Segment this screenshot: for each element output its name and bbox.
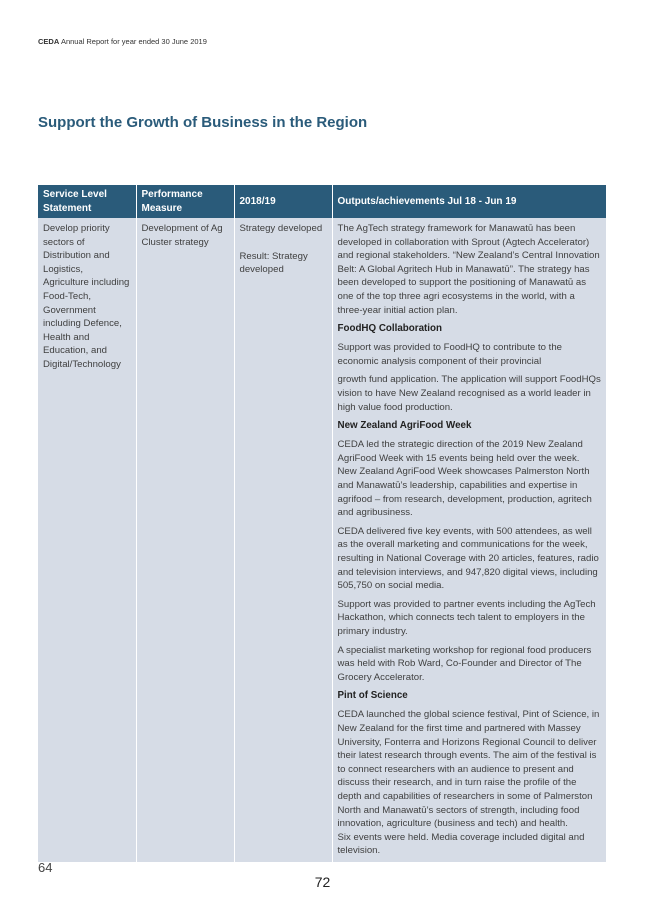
outputs-paragraph: growth fund application. The application will support FoodHQs vision to have New Zealand recognised as a world leader in high value food production.	[337, 374, 601, 413]
table-row	[38, 218, 606, 862]
outputs-paragraph: A specialist marketing workshop for regional food producers was held with Rob Ward, Co-Founder and Director of The Grocery Accelerator.	[337, 644, 592, 683]
cell-service-level	[38, 218, 136, 862]
column-header-outputs: Outputs/achievements Jul 18 - Jun 19	[332, 185, 606, 218]
outputs-subheading: Pint of Science	[337, 690, 408, 702]
page-number-center: 72	[314, 874, 331, 890]
status-text: Strategy developed	[239, 223, 323, 234]
cell-year-status	[234, 218, 332, 862]
cell-outputs	[332, 218, 606, 862]
outputs-subheading: New Zealand AgriFood Week	[337, 420, 472, 432]
outputs-paragraph: Six events were held. Media coverage included digital and television.	[337, 831, 585, 857]
outputs-subheading: FoodHQ Collaboration	[337, 323, 442, 335]
table-header-row	[38, 185, 606, 218]
outputs-paragraph: Support was provided to FoodHQ to contribute to the economic analysis component of their provincial	[337, 342, 563, 367]
outputs-paragraph: The AgTech strategy framework for Manawatū has been developed in collaboration with Sprout (Agtech Accelerator) and regional stakeholders. “New Zealand’s Central Innovation Belt: A Global Agritech Hub in Manawatū”. The strategy has been developed to support the positioning of Manawatū as one of the top three agri ecosystems in the world, with a three-year initial action plan.	[337, 223, 600, 316]
performance-measure-text: Development of Ag Cluster strategy	[141, 223, 223, 248]
outputs-paragraph: CEDA led the strategic direction of the 2019 New Zealand AgriFood Week with 15 events being held over the week. New Zealand AgriFood Week showcases Palmerston North and Manawatū’s leadership, capabilities and expertise in agrifood – from research, development, production, agritech and agribusiness.	[337, 439, 592, 519]
service-level-text: Develop priority sectors of Distribution and Logistics, Agriculture including Food-Tech, Government including Defence, Health and Education, and Digital/Technology	[43, 223, 130, 371]
page-title: Support the Growth of Business in the Region	[38, 114, 368, 131]
outputs-paragraph: CEDA launched the global science festival, Pint of Science, in New Zealand for the first time and partnered with Massey University, Fonterra and Horizons Regional Council to deliver their latest research through events. The aim of the festival is to connect researchers with an audience to present and discuss their research, and in turn raise the profile of the depth and capabilities of researchers in some of Palmerston North and Manawatū’s sectors of strength, including food innovation, agriculture (business and tech) and health.	[337, 709, 600, 830]
page-number-left: 64	[38, 860, 53, 875]
performance-table	[38, 185, 606, 862]
column-header-performance-measure: Performance Measure	[136, 185, 234, 218]
cell-performance-measure	[136, 218, 234, 862]
running-header	[38, 37, 207, 46]
outputs-paragraph: CEDA delivered five key events, with 500 attendees, as well as the overall marketing and communications for the week, resulting in National Coverage with 20 articles, features, radio and television interviews, and 947,820 digital views, including 505,750 on social media.	[337, 525, 599, 592]
header-org: CEDA	[38, 37, 60, 46]
header-subtitle: Annual Report for year ended 30 June 2019	[60, 37, 207, 46]
outputs-paragraph: Support was provided to partner events including the AgTech Hackathon, which connects tech talent to employers in the primary industry.	[337, 598, 596, 638]
column-header-service-level: Service Level Statement	[38, 185, 136, 218]
column-header-year: 2018/19	[234, 185, 332, 218]
result-text: Result: Strategy developed	[239, 250, 308, 276]
